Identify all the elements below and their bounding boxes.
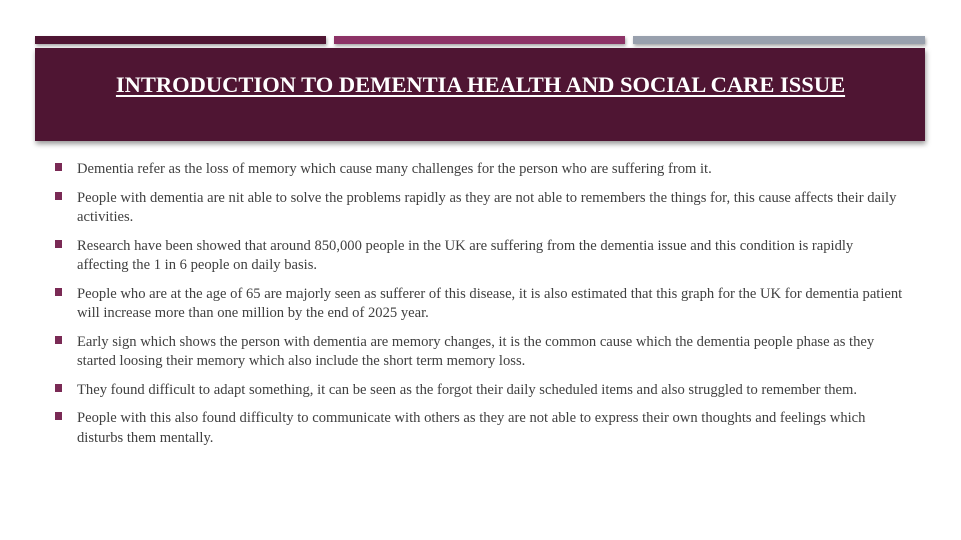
accent-bar-left [35, 36, 326, 44]
square-bullet-icon [55, 412, 62, 420]
bullet-text: People with dementia are nit able to solve the problems rapidly as they are not able to remembers the things for, this cause affects their daily activities. [77, 189, 897, 225]
square-bullet-icon [55, 192, 62, 200]
bullet-text: People who are at the age of 65 are majorly seen as sufferer of this disease, it is also estimated that this graph for the UK for dementia patient will increase more than one million by the end of 2025 year. [77, 285, 903, 321]
slide-title: INTRODUCTION TO DEMENTIA HEALTH AND SOCIAL CARE ISSUE [115, 72, 846, 97]
accent-bar-middle [334, 36, 625, 44]
bullet-item [54, 237, 906, 276]
bullet-text: Dementia refer as the loss of memory which cause many challenges for the person who are suffering from it. [77, 161, 712, 177]
accent-bar-right [633, 36, 925, 44]
bullet-text: Research have been showed that around 850,000 people in the UK are suffering from the dementia issue and this condition is rapidly affecting the 1 in 6 people on daily basis. [77, 237, 854, 273]
bullet-item [54, 160, 906, 180]
bullet-text: They found difficult to adapt something, it can be seen as the forgot their daily scheduled items and also struggled to remember them. [77, 381, 858, 398]
bullet-list [54, 160, 906, 457]
square-bullet-icon [55, 240, 62, 248]
bullet-text: Early sign which shows the person with dementia are memory changes, it is the common cause which the dementia people phase as they started loosing their memory which also include the short term memory loss. [77, 333, 875, 369]
bullet-item [54, 409, 906, 448]
bullet-text: People with this also found difficulty to communicate with others as they are not able to express their own thoughts and feelings which disturbs them mentally. [77, 410, 866, 446]
square-bullet-icon [55, 336, 62, 344]
bullet-item [54, 333, 906, 372]
bullet-item [54, 285, 906, 324]
bullet-item [54, 189, 906, 228]
square-bullet-icon [55, 384, 62, 392]
square-bullet-icon [55, 163, 62, 171]
square-bullet-icon [55, 288, 62, 296]
bullet-item [54, 381, 906, 401]
